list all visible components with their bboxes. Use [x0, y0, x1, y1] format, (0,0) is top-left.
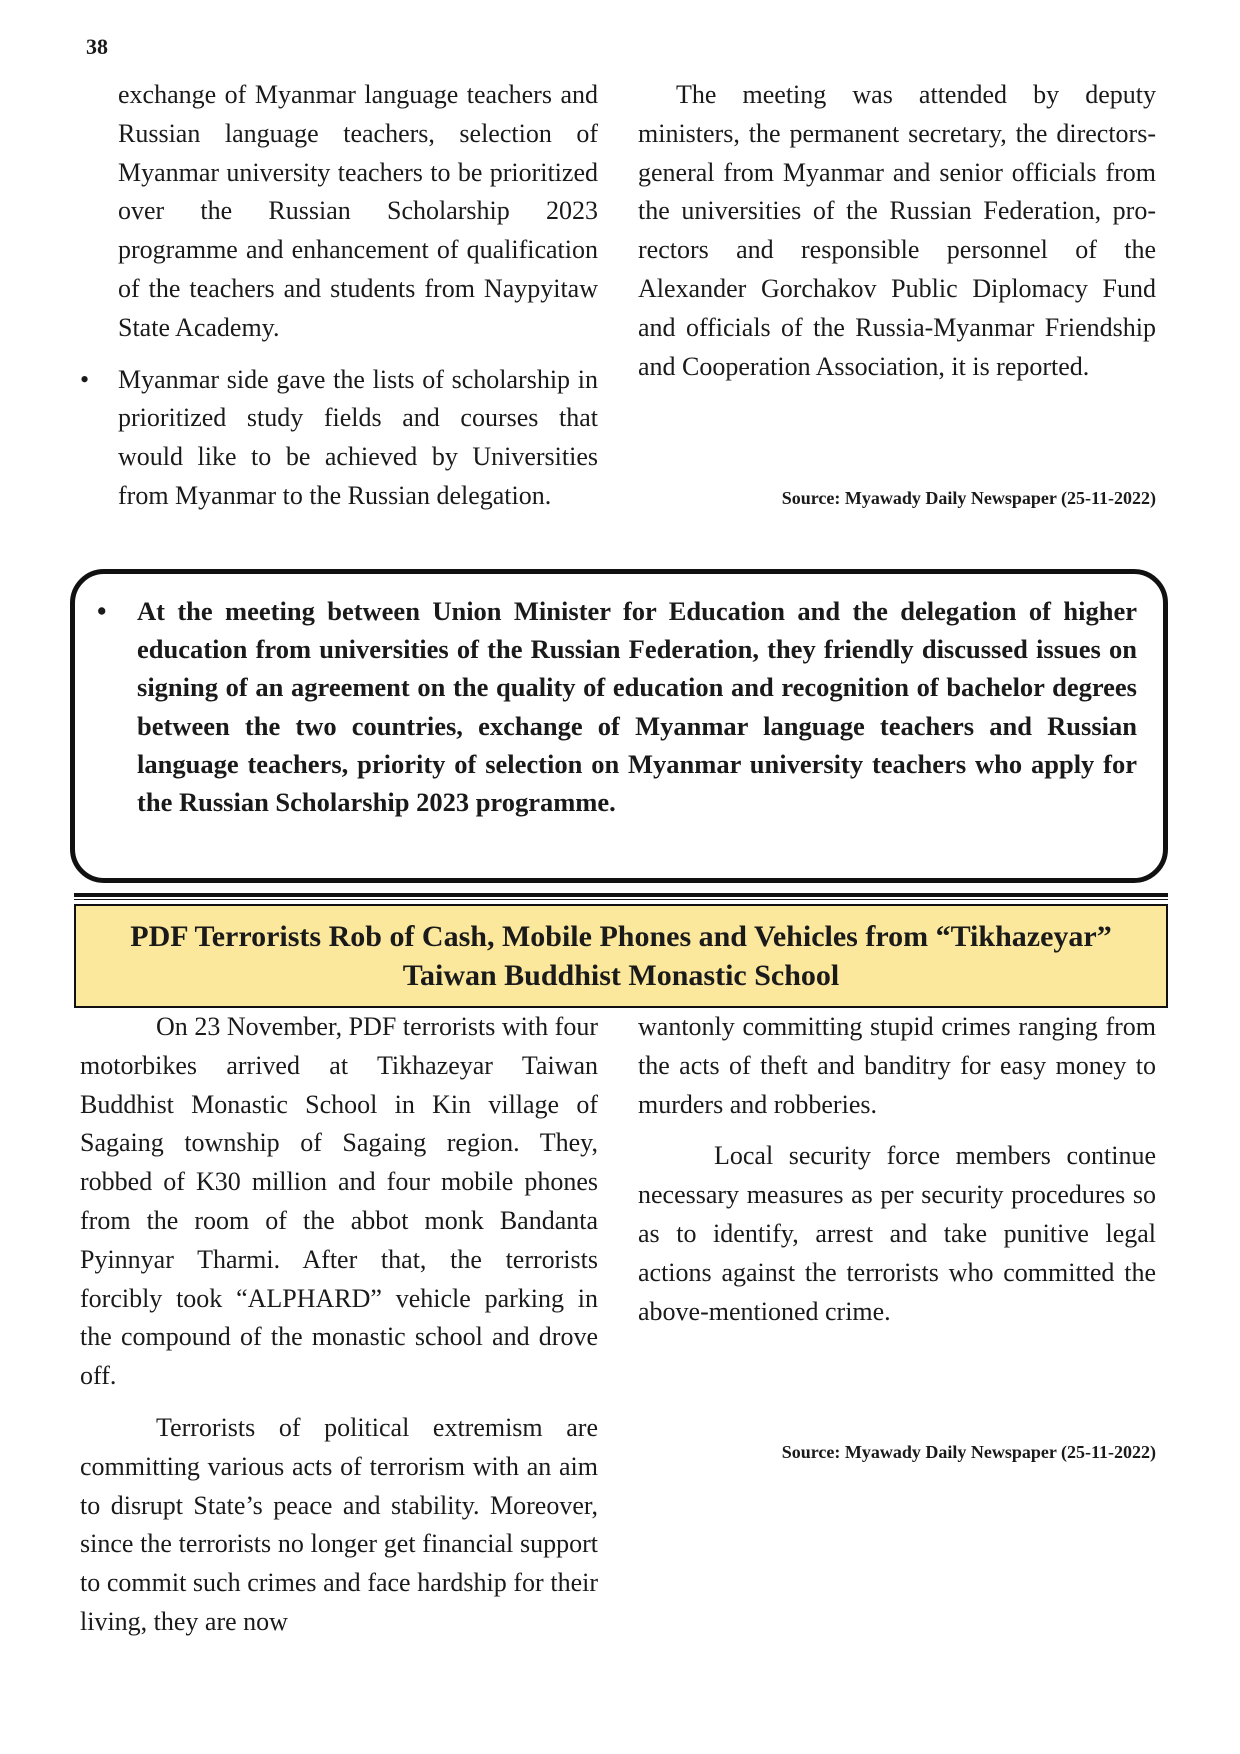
top-right-source: Source: Myawady Daily Newspaper (25-11-2022) — [781, 488, 1156, 508]
page-number: 38 — [86, 34, 108, 59]
section-divider-thin — [74, 899, 1168, 900]
top-right-column — [638, 76, 1156, 399]
bullet-icon: • — [80, 364, 90, 394]
callout-box — [70, 569, 1168, 883]
callout-bullet-icon: • — [97, 596, 107, 626]
article-headline — [130, 917, 1111, 995]
article-headline-line-2: Taiwan Buddhist Monastic School — [402, 959, 840, 992]
article-right-source: Source: Myawady Daily Newspaper (25-11-2022) — [781, 1442, 1156, 1462]
article-headline-line-1: PDF Terrorists Rob of Cash, Mobile Phones and Vehicles from “Tikhazeyar” — [130, 920, 1112, 953]
article-left-column — [80, 1008, 598, 1655]
article-right-paragraph-2: Local security force members continue necessary measures as per security procedures so as to identify, arrest and take punitive legal actions against the terrorists who committed the above-mentioned crime. — [638, 1141, 1156, 1326]
section-divider-thick — [74, 893, 1168, 897]
article-headline-box — [74, 904, 1168, 1008]
top-left-column — [80, 76, 598, 529]
top-left-paragraph-2: Myanmar side gave the lists of scholarship in prioritized study fields and courses that would like to be achieved by Universities from Myanmar to the Russian delegation. — [118, 364, 598, 510]
callout-text: At the meeting between Union Minister for Education and the delegation of higher education from universities of the Russian Federation, they friendly discussed issues on signing of an agreement on the quality of education and recognition of bachelor degrees between the two countries, exchange of Myanmar language teachers and Russian language teachers, priority of selection on Myanmar university teachers who apply for the Russian Scholarship 2023 programme. — [137, 596, 1137, 818]
article-right-column — [638, 1008, 1156, 1344]
article-right-paragraph-1: wantonly committing stupid crimes ranging from the acts of theft and banditry for easy money to murders and robberies. — [638, 1012, 1156, 1119]
article-left-paragraph-2: Terrorists of political extremism are committing various acts of terrorism with an aim to disrupt State’s peace and stability. Moreover, since the terrorists no longer get financial support to commit such crimes and face hardship for their living, they are now — [80, 1412, 598, 1636]
article-left-paragraph-1: On 23 November, PDF terrorists with four motorbikes arrived at Tikhazeyar Taiwan Buddhist Monastic School in Kin village of Sagaing township of Sagaing region. They, robbed of K30 million and four mobile phones from the room of the abbot monk Bandanta Pyinnyar Tharmi. After that, the terrorists forcibly took “ALPHARD” vehicle parking in the compound of the monastic school and drove off. — [80, 1012, 598, 1391]
top-left-bullet-item — [80, 361, 598, 516]
top-right-paragraph-1: The meeting was attended by deputy ministers, the permanent secretary, the directors-general from Myanmar and senior officials from the universities of the Russian Federation, pro-rectors and responsible personnel of the Alexander Gorchakov Public Diplomacy Fund and officials of the Russia-Myanmar Friendship and Cooperation Association, it is reported. — [638, 80, 1156, 381]
top-left-paragraph-1: exchange of Myanmar language teachers and Russian language teachers, selection of Myanmar university teachers to be prioritized over the Russian Scholarship 2023 programme and enhancement of qualification of the teachers and students from Naypyitaw State Academy. — [118, 80, 598, 342]
